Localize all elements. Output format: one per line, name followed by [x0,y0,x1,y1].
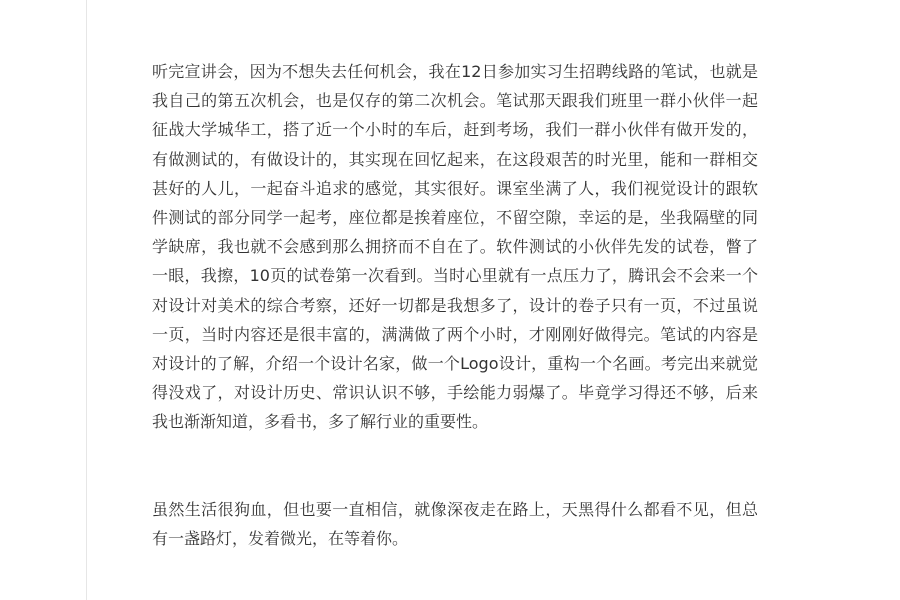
paragraph-street-lamp: 虽然生活很狗血，但也要一直相信，就像深夜走在路上，天黑得什么都看不见，但总有一盏路灯，发着微光，在等着你。 [152,499,758,548]
paragraph-written-test: 听完宣讲会，因为不想失去任何机会，我在12日参加实习生招聘线路的笔试，也就是我自己的第五次机会，也是仅存的第二次机会。笔试那天跟我们班里一群小伙伴一起征战大学城华工，搭了近一个小时的车后，赶到考场，我们一群小伙伴有做开发的，有做测试的，有做设计的，其实现在回忆起来，在这段艰苦的时光里，能和一群相交甚好的人儿，一起奋斗追求的感觉，其实很好。课室坐满了人，我们视觉设计的跟软件测试的部分同学一起考，座位都是挨着座位，不留空隙，幸运的是，坐我隔壁的同学缺席，我也就不会感到那么拥挤而不自在了。软件测试的小伙伴先发的试卷，瞥了一眼，我擦，10页的试卷第一次看到。当时心里就有一点压力了，腾讯会不会来一个对设计对美术的综合考察，还好一切都是我想多了，设计的卷子只有一页，不过虽说一页，当时内容还是很丰富的，满满做了两个小时，才刚刚好做得完。笔试的内容是对设计的了解，介绍一个设计名家，做一个Logo设计，重构一个名画。考完出来就觉得没戏了，对设计历史、常识认识不够，手绘能力弱爆了。毕竟学习得还不够，后来我也渐渐知道，多看书，多了解行业的重要性。 [152,62,758,432]
left-divider [86,0,87,600]
article-body [152,57,758,553]
